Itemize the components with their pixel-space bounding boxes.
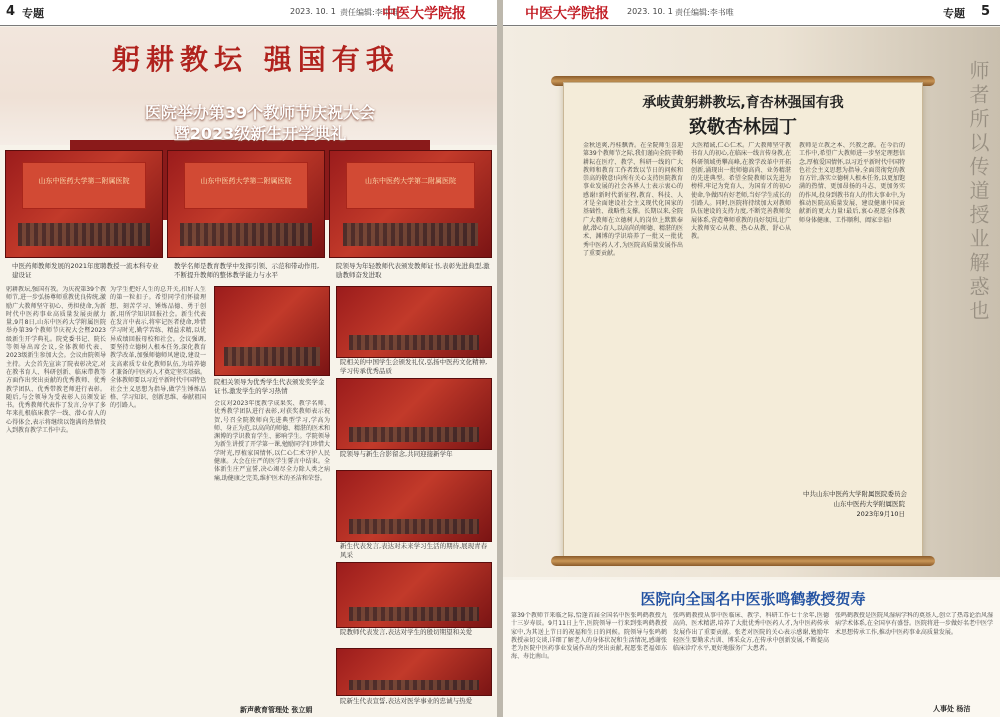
article2-column-1: 第39个教师节来临之际,恰逢首届全国名中医张鸣鹤教授九十三岁寿辰。9月11日上午,医院领导一行来到张鸣鹤教授家中,为其送上节日的祝福和生日的问候。院领导与张鸣鹤教授亲切交谈,详细了解老人的身体状况和生活情况,感谢张老为医院中医药事业发展作出的突出贡献,祝愿张老福如东海、寿比南山。 xyxy=(511,612,667,661)
left-photo-7 xyxy=(336,470,492,542)
left-photo-4 xyxy=(214,286,330,376)
right-section-label: 专题 xyxy=(943,7,965,20)
letter-title-line1: 承岐黄躬耕教坛,育杏林强国有我 xyxy=(642,95,844,111)
left-photo-8 xyxy=(336,562,492,628)
left-photo-1 xyxy=(5,150,163,258)
left-body-column-1: 躬耕教坛,强国有我。为庆祝第39个教师节,进一步弘扬尊师重教优良传统,激励广大教师坚守初心、勇担使命,为新时代中医药事业高质量发展贡献力量,9月8日,山东中医药大学附属医院举办第39个教师节庆祝大会暨2023级新生开学典礼。院党委书记、院长等领导出席会议,全体教师代表、2023级新生参加大会。会议由院领导主持。大会首先宣读了院表彰决定,对在教书育人、科研创新、临床带教等方面作出突出贡献的优秀教师、优秀教学团队、优秀带教老师进行表彰。随后,与会领导为受表彰人员颁发证书。优秀教师代表作了发言,分享了多年来扎根临床教学一线、潜心育人的心得体会,表示将继续以饱满的热情投入到教育教学工作中去。 xyxy=(6,286,106,435)
right-masthead: 中医大学院报 xyxy=(525,6,609,22)
left-caption-1: 中医药师教师发展的2021年度聘教授一流本科专业建设证 xyxy=(12,262,159,279)
left-editor: 责任编辑:李书唯 xyxy=(340,8,399,17)
letter-column-1: 金秋送爽,丹桂飘香。在全院师生喜迎第39个教师节之际,我们谨向全院辛勤耕耘在医疗、教学、科研一线的广大教师和教育工作者致以节日的问候和崇高的敬意!向所有关心支持医院教育事业发展的社会各界人士表示衷心的感谢!新时代新征程,教育、科技、人才是全面建设社会主义现代化国家的基础性、战略性支撑。长期以来,全院广大教师在立德树人的岗位上默默奉献,潜心育人,以高尚的师德、精湛的医术、渊博的学识培养了一批又一批优秀中医药人才,为医院高质量发展作出了重要贡献。 xyxy=(583,142,683,257)
left-photo-3 xyxy=(329,150,492,258)
photo-screen-text: 山东中医药大学第二附属医院 xyxy=(365,177,456,186)
signature-date: 2023年9月10日 xyxy=(856,510,905,518)
right-header xyxy=(503,0,1000,26)
left-section-label: 专题 xyxy=(22,7,44,20)
signature-line-2: 山东中医药大学附属医院 xyxy=(833,500,905,508)
left-page-number: 4 xyxy=(6,4,16,19)
left-photo-2 xyxy=(167,150,325,258)
article2-column-3: 张鸣鹤教授是医院风湿病学科的奠基人,创立了热毒论治风湿病学术体系,在全国享有盛誉。医院将进一步做好名老中医学术思想传承工作,推动中医药事业高质量发展。 xyxy=(835,612,993,636)
right-page xyxy=(503,0,1000,717)
scroll-rod-bottom xyxy=(551,556,935,566)
right-editor: 责任编辑:李书唯 xyxy=(675,8,734,17)
left-calligraphy-title: 躬耕教坛 强国有我 xyxy=(112,43,400,76)
signature-line-1: 中共山东中医药大学附属医院委员会 xyxy=(803,490,907,498)
letter-title-line2: 致敬杏林园丁 xyxy=(689,117,797,138)
left-caption-5: 院相关的中国学生会颁发礼仪,弘扬中医药文化精神,学习传承优秀品质 xyxy=(340,358,488,375)
left-photo-5 xyxy=(336,286,492,358)
right-date: 2023. 10. 1 xyxy=(627,7,673,16)
left-page xyxy=(0,0,497,717)
left-caption-9: 院新生代表宣誓,表达对医学事业的忠诚与热爱 xyxy=(340,697,473,705)
left-body-column-3: 会议对2023年度教学成果奖、教学名师、优秀教学团队进行表彰,对获奖教师表示祝贺,号召全院教师向先进典型学习,学高为师、身正为范,以高尚的师德、精湛的医术和渊博的学识教育学生、影响学生。学院领导为新生讲授了开学第一课,勉励同学们珍惜大学时光,厚植家国情怀,以仁心仁术守护人民健康。大会在庄严的医学生誓言中结束。全体新生庄严宣誓,决心竭尽全力除人类之病痛,助健康之完美,维护医术的圣洁和荣誉。 xyxy=(214,400,330,482)
letter-column-2: 大医精诚,仁心仁术。广大教师坚守教书育人的初心,在临床一线言传身教,在科研领域勇攀高峰,在教学改革中开拓创新,涌现出一批师德高尚、业务精湛的先进典型。希望全院教师以先进为榜样,牢记为党育人、为国育才的初心使命,争做四有好老师,当好学生成长的引路人。同时,医院将持续加大对教师队伍建设的支持力度,不断完善教师发展体系,营造尊师重教的良好氛围,让广大教师安心从教、热心从教、舒心从教。 xyxy=(691,142,791,241)
article2-title: 医院向全国名中医张鸣鹤教授贺寿 xyxy=(640,590,866,608)
left-masthead: 中医大学院报 xyxy=(382,6,466,22)
left-date: 2023. 10. 1 xyxy=(290,7,336,16)
left-caption-2: 教学名师是教育教学中发挥引领、示范和带动作用,不断提升教师的整体教学能力与水平 xyxy=(174,262,320,279)
left-caption-8: 院教师代表发言,表达对学生的殷切期望和关爱 xyxy=(340,628,473,636)
left-byline: 新声教育管理处 张立娟 xyxy=(240,706,313,714)
left-title-line1: 医院举办第39个教师节庆祝大会 xyxy=(144,103,376,122)
left-body-column-2: 为学生把好人生的总开关,扣好人生的第一粒扣子。希望同学们怀揣理想、刻苦学习、锤炼品德、勇于创新,用所学知识回报社会。新生代表在发言中表示,将牢记医者使命,珍惜学习时光,勤学苦练、精益求精,以优异成绩回报母校和社会。会议强调,要坚持立德树人根本任务,深化教育教学改革,加强师德师风建设,建设一支高素质专业化教师队伍,为培养德才兼备的中医药人才奠定坚实基础。全体教师要以习近平新时代中国特色社会主义思想为指导,做学生锤炼品格、学习知识、创新思维、奉献祖国的引路人。 xyxy=(110,286,206,410)
photo-screen-text: 山东中医药大学第二附属医院 xyxy=(200,177,292,186)
right-page-number: 5 xyxy=(981,4,991,19)
left-photo-6 xyxy=(336,378,492,450)
left-caption-6: 院领导与新生合影留念,共同迎接新学年 xyxy=(340,450,453,458)
left-caption-3: 院领导为年轻教师代表颁发教师证书,表彰先进典型,激励教师奋发进取 xyxy=(336,262,490,279)
article2-byline: 人事处 杨洁 xyxy=(933,705,971,713)
left-title-line2: 暨2023级新生开学典礼 xyxy=(173,124,347,143)
left-header xyxy=(0,0,497,26)
left-caption-7: 新生代表发言,表达对未来学习生活的期待,展现青春风采 xyxy=(340,542,488,559)
ink-calligraphy: 师者所以传道授业解惑也 xyxy=(966,60,990,324)
left-caption-4: 院相关领导为优秀学生代表颁发奖学金证书,激发学生的学习热情 xyxy=(214,378,325,395)
photo-screen-text: 山东中医药大学第二附属医院 xyxy=(38,177,130,186)
left-photo-9 xyxy=(336,648,492,696)
letter-column-3: 教师是立教之本、兴教之源。在今后的工作中,希望广大教师进一步坚定理想信念,厚植爱国情怀,以习近平新时代中国特色社会主义思想为指导,全面贯彻党的教育方针,落实立德树人根本任务,以更加饱满的热情、更加昂扬的斗志、更加务实的作风,投身到教书育人的伟大事业中,为推动医院高质量发展、建设健康中国贡献新的更大力量!最后,衷心祝愿全体教师身体健康、工作顺利、阖家幸福! xyxy=(799,142,905,224)
article2-column-2: 张鸣鹤教授从事中医临床、教学、科研工作七十余年,医德高尚、医术精湛,培养了大批优秀中医药人才,为中医药传承发展作出了重要贡献。张老对医院的关心表示感谢,勉励年轻医生要勤求古训、博采众方,在传承中创新发展,不断提高临床诊疗水平,更好地服务广大患者。 xyxy=(673,612,829,653)
